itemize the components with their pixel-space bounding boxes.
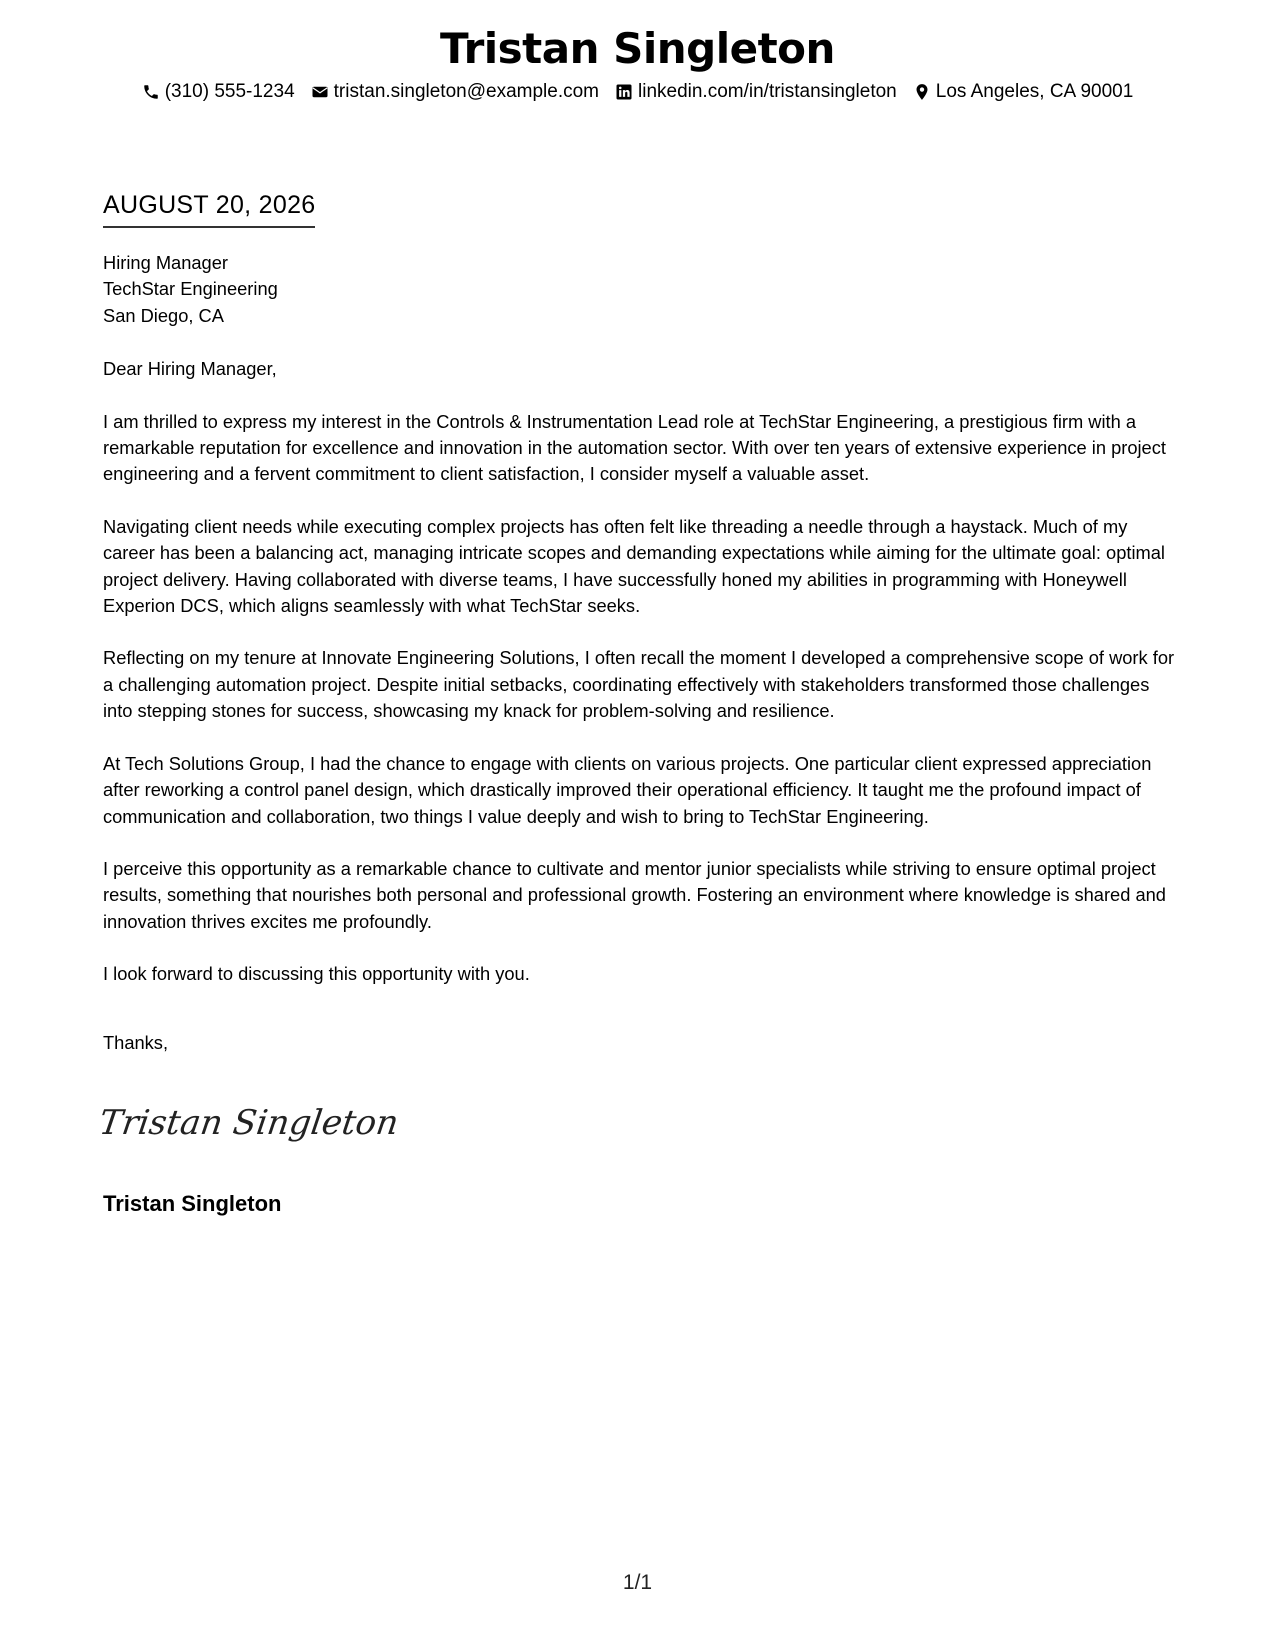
closing-line: I look forward to discussing this opportunity with you. <box>103 963 530 985</box>
salutation: Dear Hiring Manager, <box>103 358 277 380</box>
date-text: AUGUST 20, 2026 <box>103 190 315 228</box>
letter-date <box>103 190 315 228</box>
phone-text: (310) 555-1234 <box>164 81 295 102</box>
linkedin-link[interactable]: linkedin.com/in/tristansingleton <box>638 81 897 102</box>
location-text: Los Angeles, CA 90001 <box>935 81 1134 102</box>
paragraph: I am thrilled to express my interest in the Controls & Instrumentation Lead role at TechStar Engineering, a prestigious firm with a remarkable reputation for excellence and innovation in the automation sector. With over ten years of extensive experience in project engineering and a fervent commitment to client satisfaction, I consider myself a valuable asset. <box>103 410 1166 485</box>
map-pin-icon <box>913 83 931 101</box>
recipient-title: Hiring Manager <box>103 252 228 273</box>
contact-phone <box>142 80 295 104</box>
svg-text:Tristan Singleton: Tristan Singleton <box>96 1103 401 1143</box>
paragraph: At Tech Solutions Group, I had the chance to engage with clients on various projects. One particular client expressed appreciation after reworking a control panel design, which drastically improved their operational efficiency. It taught me the profound impact of communication and collaboration, two things I value deeply and wish to bring to TechStar Engineering. <box>103 752 1152 827</box>
contact-info-row <box>0 80 1275 104</box>
handwritten-signature <box>96 1098 401 1148</box>
contact-email <box>311 80 599 104</box>
contact-linkedin <box>615 80 897 104</box>
signed-name: Tristan Singleton <box>103 1191 282 1216</box>
linkedin-icon <box>615 83 633 101</box>
paragraph: Navigating client needs while executing complex projects has often felt like threading a needle through a haystack. Much of my career has been a balancing act, managing intricate scopes and demanding expectations while aiming for the ultimate goal: optimal project delivery. Having collaborated with diverse teams, I have successfully honed my abilities in programming with Honeywell Experion DCS, which aligns seamlessly with what TechStar seeks. <box>103 515 1165 617</box>
email-link[interactable]: tristan.singleton@example.com <box>333 81 599 102</box>
phone-icon <box>142 83 160 101</box>
letter-body <box>103 250 1178 1056</box>
envelope-icon <box>311 83 329 101</box>
contact-location <box>913 80 1134 104</box>
sign-off: Thanks, <box>103 1031 169 1053</box>
paragraph: I perceive this opportunity as a remarkable chance to cultivate and mentor junior specialists while striving to ensure optimal project results, something that nourishes both personal and professional growth. Fostering an environment where knowledge is shared and innovation thrives excites me profoundly. <box>103 857 1166 932</box>
applicant-name-heading: Tristan Singleton <box>440 24 835 73</box>
recipient-block <box>103 250 1178 329</box>
page-number: 1/1 <box>622 1571 653 1594</box>
paragraph: Reflecting on my tenure at Innovate Engineering Solutions, I often recall the moment I developed a comprehensive scope of work for a challenging automation project. Despite initial setbacks, coordinating effectively with stakeholders transformed those challenges into stepping stones for success, showcasing my knack for problem-solving and resilience. <box>103 647 1175 722</box>
recipient-location: San Diego, CA <box>103 304 224 326</box>
recipient-company: TechStar Engineering <box>103 278 278 300</box>
